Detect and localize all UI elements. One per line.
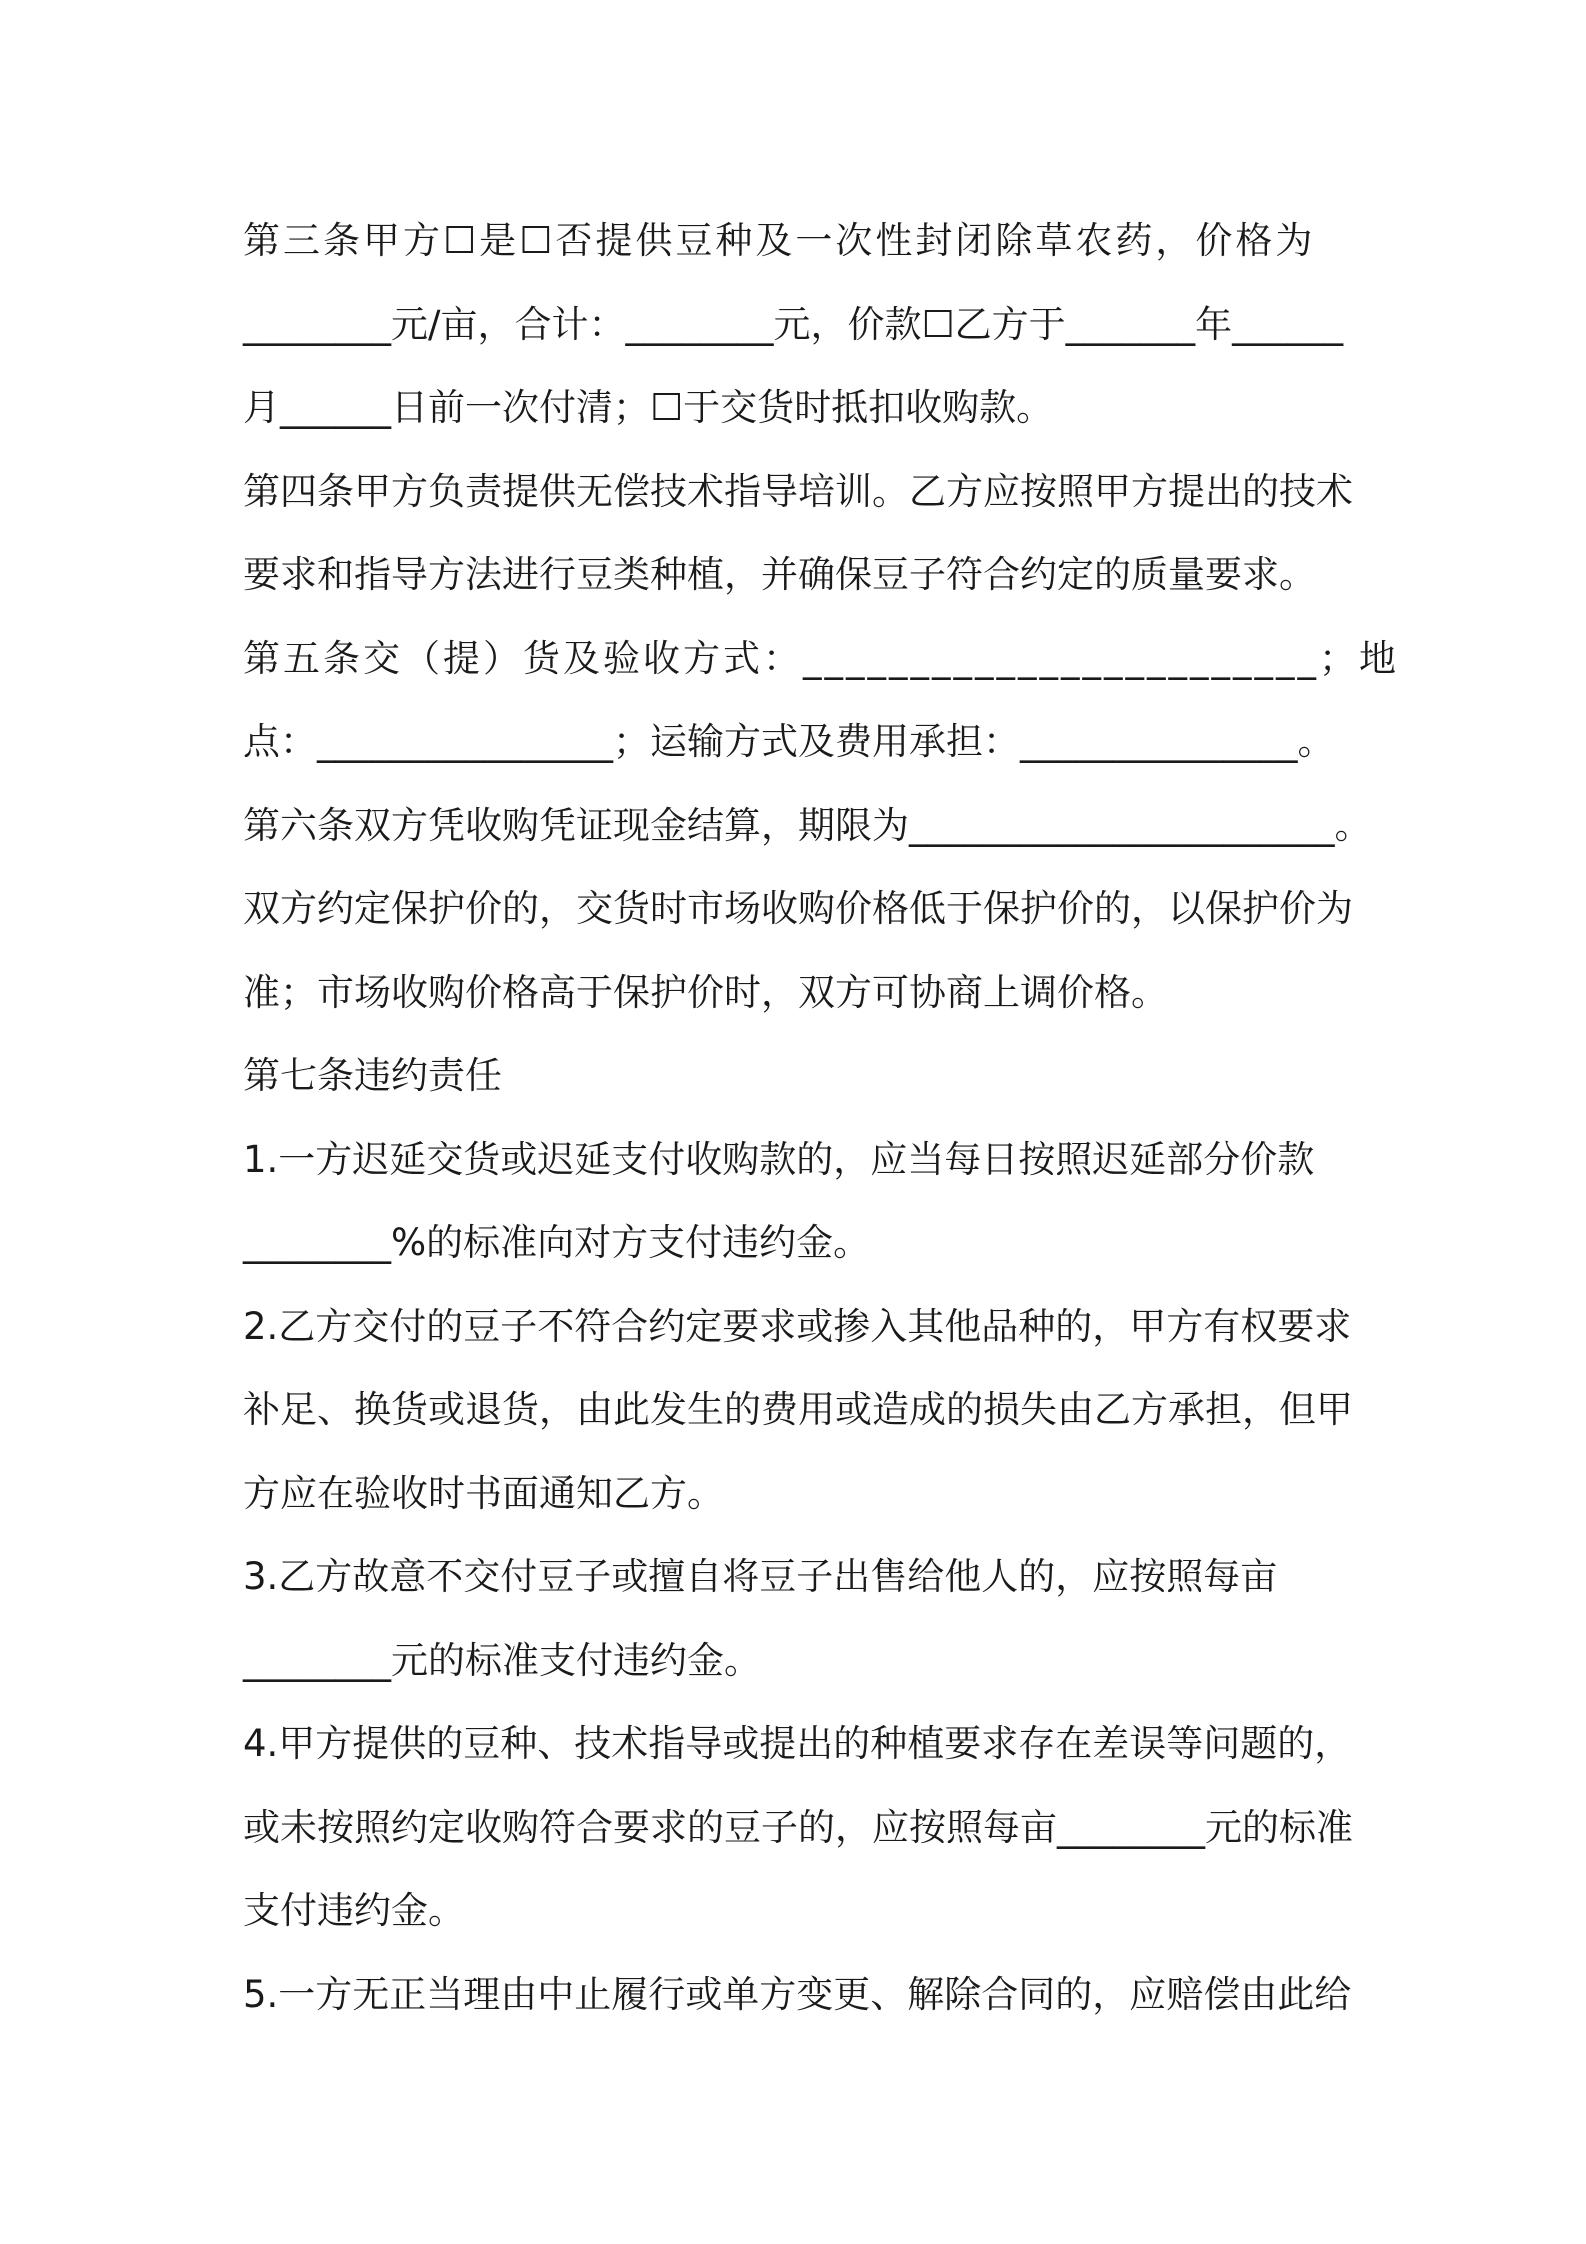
article-3-line-2: ________元/亩，合计：________元，价款☐乙方于_______年______ (243, 302, 1344, 346)
clause-5-line-1: 5.一方无正当理由中止履行或单方变更、解除合同的，应赔偿由此给 (243, 1972, 1352, 2016)
clause-2-line-3: 方应在验收时书面通知乙方。 (243, 1471, 724, 1515)
contract-page (243, 199, 1399, 2036)
article-5-line-2: 点：________________；运输方式及费用承担：_______________。 (243, 720, 1335, 763)
article-3-line-3: 月______日前一次付清；☐于交货时抵扣收购款。 (243, 386, 1054, 429)
clause-2-line-1: 2.乙方交付的豆子不符合约定要求或掺入其他品种的，甲方有权要求 (243, 1304, 1352, 1348)
clause-3-line-1: 3.乙方故意不交付豆子或擅自将豆子出售给他人的，应按照每亩 (243, 1555, 1278, 1598)
clause-3-line-2: ________元的标准支付违约金。 (243, 1638, 761, 1682)
clause-4-line-3: 支付违约金。 (243, 1889, 465, 1932)
article-6-line-1: 第六条双方凭收购凭证现金结算，期限为_______________________。 (243, 803, 1372, 847)
article-4-line-2: 要求和指导方法进行豆类种植，并确保豆子符合约定的质量要求。 (243, 553, 1316, 596)
article-7-heading: 第七条违约责任 (243, 1054, 502, 1097)
clause-2-line-2: 补足、换货或退货，由此发生的费用或造成的损失由乙方承担，但甲 (243, 1388, 1353, 1431)
article-4-line-1: 第四条甲方负责提供无偿技术指导培训。乙方应按照甲方提出的技术 (243, 469, 1353, 513)
article-5-line-1: 第五条交（提）货及验收方式：________________________；地 (243, 636, 1399, 680)
clause-1-line-2: ________%的标准向对方支付违约金。 (243, 1221, 871, 1264)
article-3-line-1: 第三条甲方☐是☐否提供豆种及一次性封闭除草农药，价格为 (243, 219, 1316, 262)
clause-1-line-1: 1.一方迟延交货或迟延支付收购款的，应当每日按照迟延部分价款 (243, 1137, 1315, 1181)
clause-4-line-1: 4.甲方提供的豆种、技术指导或提出的种植要求存在差误等问题的， (243, 1722, 1352, 1765)
article-6-line-2: 双方约定保护价的，交货时市场收购价格低于保护价的，以保护价为 (243, 887, 1353, 930)
clause-4-line-2: 或未按照约定收购符合要求的豆子的，应按照每亩________元的标准 (243, 1805, 1353, 1849)
article-6-line-3: 准；市场收购价格高于保护价时，双方可协商上调价格。 (243, 970, 1168, 1014)
